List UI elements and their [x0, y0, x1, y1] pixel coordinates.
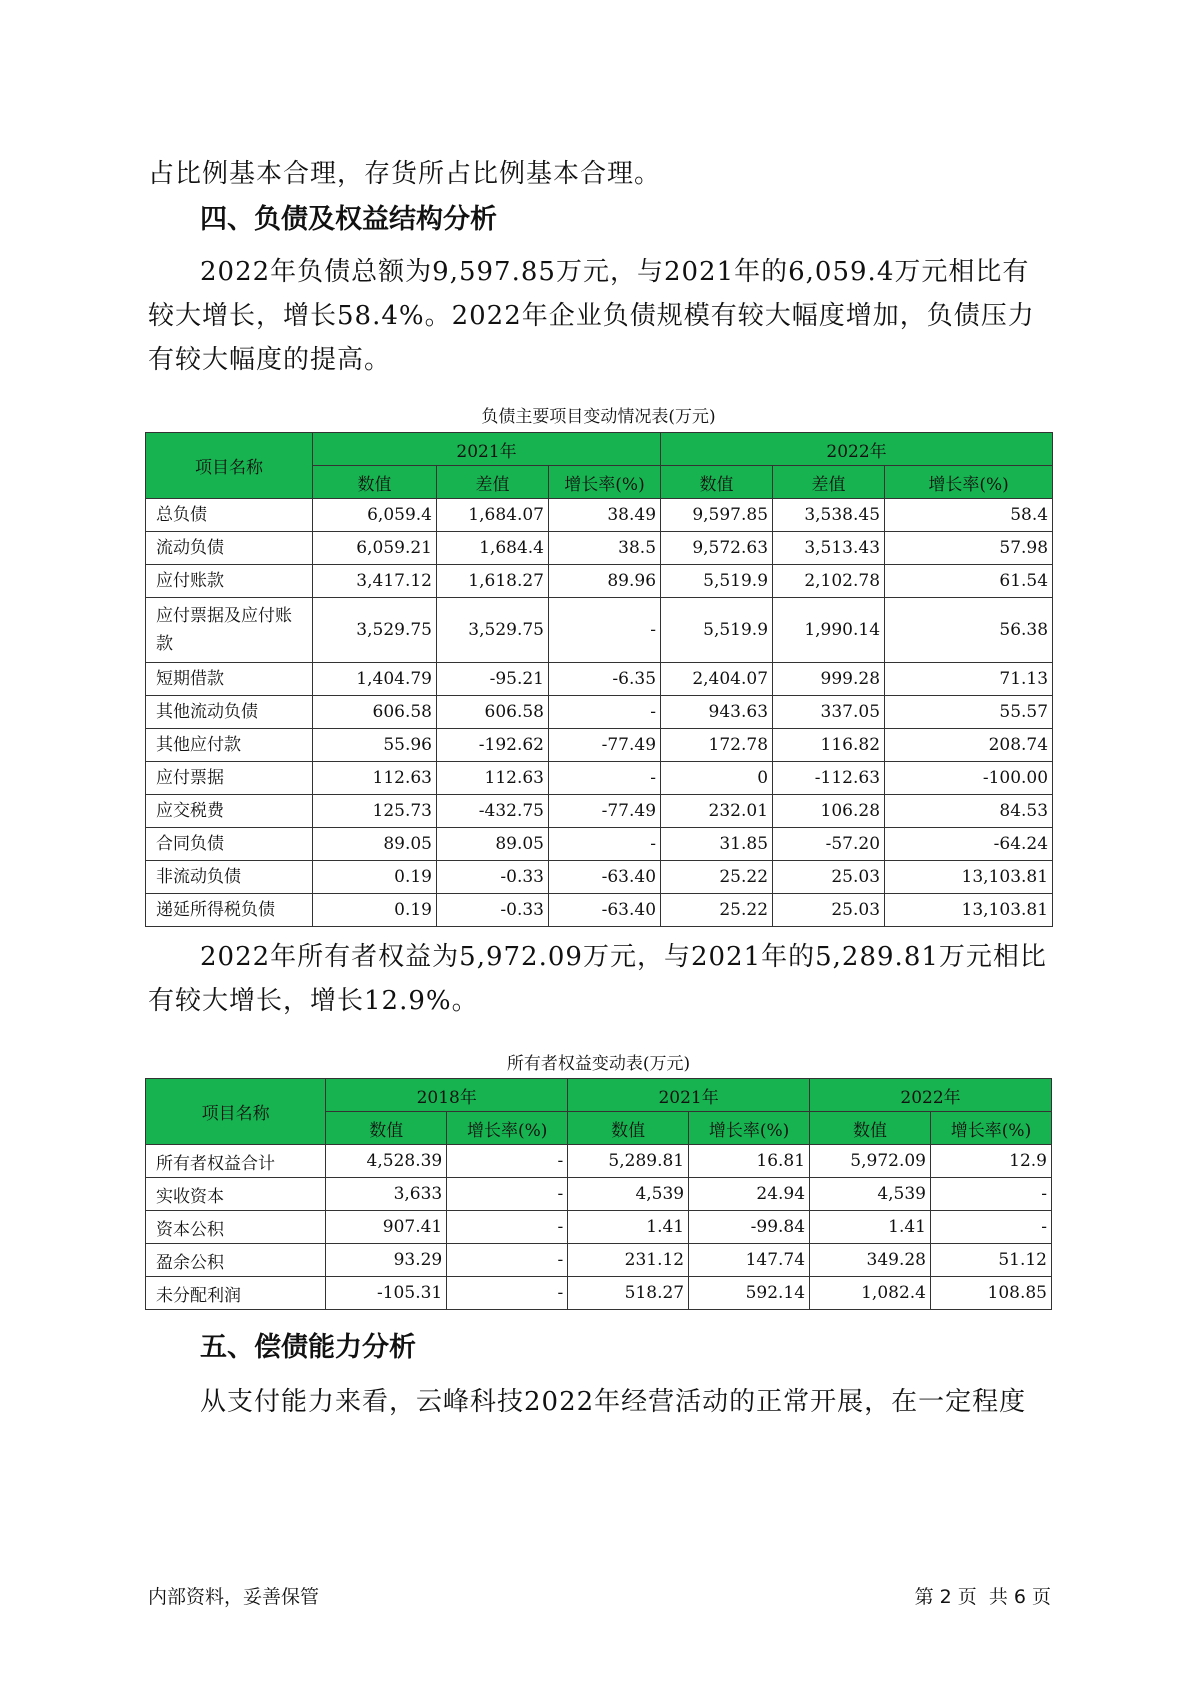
table-cell: -: [447, 1211, 568, 1244]
table-cell: 55.96: [313, 729, 437, 762]
table-cell: 38.5: [549, 532, 661, 565]
table-cell: 337.05: [773, 696, 885, 729]
table-cell: 89.05: [437, 828, 549, 861]
table-cell: 5,519.9: [661, 598, 773, 663]
table-cell: 55.57: [885, 696, 1053, 729]
subheader-value: 数值: [810, 1112, 931, 1145]
table-cell: -0.33: [437, 894, 549, 927]
table-cell: 1,684.07: [437, 499, 549, 532]
table-cell: 58.4: [885, 499, 1053, 532]
table-cell: 208.74: [885, 729, 1053, 762]
subheader-growth: 增长率(%): [447, 1112, 568, 1145]
header-item-name: 项目名称: [146, 1079, 326, 1145]
table-cell: 1.41: [810, 1211, 931, 1244]
table-cell: 147.74: [689, 1244, 810, 1277]
table-cell: 56.38: [885, 598, 1053, 663]
table-cell: 592.14: [689, 1277, 810, 1310]
table-row: [146, 795, 1053, 828]
table-cell: 1,082.4: [810, 1277, 931, 1310]
table-cell: 4,539: [568, 1178, 689, 1211]
table-cell: 606.58: [313, 696, 437, 729]
table-cell: -: [447, 1244, 568, 1277]
equity-table-body: [146, 1145, 1052, 1310]
table-cell: 907.41: [326, 1211, 447, 1244]
row-label: 合同负债: [146, 828, 313, 861]
table-cell: 606.58: [437, 696, 549, 729]
header-year-2018: 2018年: [326, 1079, 568, 1112]
table-cell: 1,684.4: [437, 532, 549, 565]
table-cell: -64.24: [885, 828, 1053, 861]
row-label: 应交税费: [146, 795, 313, 828]
row-label: 未分配利润: [146, 1277, 326, 1310]
subheader-growth: 增长率(%): [549, 466, 661, 499]
row-label: 短期借款: [146, 663, 313, 696]
liabilities-table-caption: 负债主要项目变动情况表(万元): [481, 407, 716, 427]
subheader-value: 数值: [568, 1112, 689, 1145]
footer-page-number: 第 2 页 共 6 页: [914, 1586, 1051, 1608]
row-label: 应付票据: [146, 762, 313, 795]
subheader-value: 数值: [326, 1112, 447, 1145]
table-row: [146, 894, 1053, 927]
section-4-paragraph-1: 2022年负债总额为9,597.85万元，与2021年的6,059.4万元相比有较大增长，增长58.4%。2022年企业负债规模有较大幅度增加，负债压力有较大幅度的提高。: [148, 257, 1035, 375]
table-cell: 6,059.4: [313, 499, 437, 532]
table-cell: 31.85: [661, 828, 773, 861]
table-cell: 0: [661, 762, 773, 795]
header-year-2022: 2022年: [810, 1079, 1052, 1112]
table-cell: 4,539: [810, 1178, 931, 1211]
row-label: 流动负债: [146, 532, 313, 565]
table-cell: 5,972.09: [810, 1145, 931, 1178]
table-cell: -99.84: [689, 1211, 810, 1244]
table-cell: 25.03: [773, 861, 885, 894]
section-4-paragraph-2: 2022年所有者权益为5,972.09万元，与2021年的5,289.81万元相比有较大增长，增长12.9%。: [148, 942, 1047, 1016]
table-row: [146, 729, 1053, 762]
table-row: [146, 565, 1053, 598]
table-row: [146, 598, 1053, 663]
table-cell: -57.20: [773, 828, 885, 861]
table-cell: -100.00: [885, 762, 1053, 795]
table-cell: 93.29: [326, 1244, 447, 1277]
table-cell: 9,572.63: [661, 532, 773, 565]
table-cell: 349.28: [810, 1244, 931, 1277]
table-cell: 172.78: [661, 729, 773, 762]
table-cell: 0.19: [313, 894, 437, 927]
table-cell: 3,513.43: [773, 532, 885, 565]
row-label: 盈余公积: [146, 1244, 326, 1277]
row-label: 其他应付款: [146, 729, 313, 762]
section-5-heading: 五、偿债能力分析: [200, 1332, 416, 1363]
table-cell: 1,618.27: [437, 565, 549, 598]
row-label: 递延所得税负债: [146, 894, 313, 927]
row-label: 应付账款: [146, 565, 313, 598]
table-cell: 518.27: [568, 1277, 689, 1310]
table-cell: 12.9: [930, 1145, 1051, 1178]
table-cell: 9,597.85: [661, 499, 773, 532]
table-cell: -: [447, 1277, 568, 1310]
table-cell: 0.19: [313, 861, 437, 894]
table-cell: 24.94: [689, 1178, 810, 1211]
table-cell: 108.85: [930, 1277, 1051, 1310]
table-cell: 3,529.75: [437, 598, 549, 663]
table-cell: -: [549, 598, 661, 663]
table-row: [146, 1244, 1052, 1277]
row-label: 资本公积: [146, 1211, 326, 1244]
subheader-growth: 增长率(%): [930, 1112, 1051, 1145]
table-cell: 3,417.12: [313, 565, 437, 598]
table-cell: -105.31: [326, 1277, 447, 1310]
table-cell: 84.53: [885, 795, 1053, 828]
row-label: 其他流动负债: [146, 696, 313, 729]
table-row: [146, 861, 1053, 894]
table-cell: 106.28: [773, 795, 885, 828]
table-cell: -: [447, 1145, 568, 1178]
table-cell: -: [549, 828, 661, 861]
table-cell: -: [549, 762, 661, 795]
table-cell: -63.40: [549, 861, 661, 894]
header-year-2022: 2022年: [661, 433, 1053, 466]
table-row: [146, 1178, 1052, 1211]
row-label: 所有者权益合计: [146, 1145, 326, 1178]
section-4-heading: 四、负债及权益结构分析: [200, 204, 497, 235]
table-cell: -95.21: [437, 663, 549, 696]
table-cell: 4,528.39: [326, 1145, 447, 1178]
table-cell: 1,404.79: [313, 663, 437, 696]
subheader-growth: 增长率(%): [885, 466, 1053, 499]
table-cell: 1.41: [568, 1211, 689, 1244]
table-cell: 112.63: [437, 762, 549, 795]
table-row: [146, 499, 1053, 532]
table-row: [146, 828, 1053, 861]
table-cell: 5,289.81: [568, 1145, 689, 1178]
table-cell: 999.28: [773, 663, 885, 696]
table-cell: -: [930, 1178, 1051, 1211]
equity-table: [145, 1078, 1052, 1310]
table-row: [146, 1145, 1052, 1178]
table-row: [146, 1211, 1052, 1244]
table-cell: 116.82: [773, 729, 885, 762]
table-cell: -: [447, 1178, 568, 1211]
table-cell: 38.49: [549, 499, 661, 532]
table-cell: 89.05: [313, 828, 437, 861]
table-cell: 25.22: [661, 894, 773, 927]
table-cell: 13,103.81: [885, 861, 1053, 894]
table-cell: -6.35: [549, 663, 661, 696]
table-cell: 943.63: [661, 696, 773, 729]
table-cell: -192.62: [437, 729, 549, 762]
liabilities-table: [145, 432, 1053, 927]
table-cell: 5,519.9: [661, 565, 773, 598]
table-cell: 3,633: [326, 1178, 447, 1211]
row-label: 非流动负债: [146, 861, 313, 894]
table-cell: 16.81: [689, 1145, 810, 1178]
table-cell: 61.54: [885, 565, 1053, 598]
row-label: 应付票据及应付账款: [146, 598, 313, 663]
table-cell: 25.22: [661, 861, 773, 894]
table-cell: 2,404.07: [661, 663, 773, 696]
table-cell: 3,538.45: [773, 499, 885, 532]
header-year-2021: 2021年: [568, 1079, 810, 1112]
table-cell: 6,059.21: [313, 532, 437, 565]
subheader-diff: 差值: [773, 466, 885, 499]
table-row: [146, 1277, 1052, 1310]
table-cell: -112.63: [773, 762, 885, 795]
table-cell: -432.75: [437, 795, 549, 828]
table-row: [146, 532, 1053, 565]
liabilities-table-body: [146, 499, 1053, 927]
table-row: [146, 663, 1053, 696]
table-cell: 13,103.81: [885, 894, 1053, 927]
subheader-value: 数值: [661, 466, 773, 499]
row-label: 实收资本: [146, 1178, 326, 1211]
table-row: [146, 762, 1053, 795]
table-cell: -: [549, 696, 661, 729]
subheader-diff: 差值: [437, 466, 549, 499]
table-cell: -0.33: [437, 861, 549, 894]
table-cell: 125.73: [313, 795, 437, 828]
header-item-name: 项目名称: [146, 433, 313, 499]
table-cell: 232.01: [661, 795, 773, 828]
intro-line: 占比例基本合理，存货所占比例基本合理。: [148, 159, 662, 189]
table-cell: 89.96: [549, 565, 661, 598]
subheader-value: 数值: [313, 466, 437, 499]
table-cell: 2,102.78: [773, 565, 885, 598]
row-label: 总负债: [146, 499, 313, 532]
table-cell: -: [930, 1211, 1051, 1244]
table-cell: 51.12: [930, 1244, 1051, 1277]
table-row: [146, 696, 1053, 729]
table-cell: 231.12: [568, 1244, 689, 1277]
table-cell: 71.13: [885, 663, 1053, 696]
table-cell: -77.49: [549, 795, 661, 828]
table-cell: -77.49: [549, 729, 661, 762]
section-5-paragraph-1: 从支付能力来看，云峰科技2022年经营活动的正常开展，在一定程度: [200, 1387, 1027, 1417]
table-cell: 57.98: [885, 532, 1053, 565]
table-cell: -63.40: [549, 894, 661, 927]
equity-table-caption: 所有者权益变动表(万元): [506, 1054, 691, 1074]
table-cell: 25.03: [773, 894, 885, 927]
header-year-2021: 2021年: [313, 433, 661, 466]
table-cell: 112.63: [313, 762, 437, 795]
table-cell: 1,990.14: [773, 598, 885, 663]
footer-confidential-note: 内部资料，妥善保管: [148, 1586, 320, 1608]
subheader-growth: 增长率(%): [689, 1112, 810, 1145]
table-cell: 3,529.75: [313, 598, 437, 663]
